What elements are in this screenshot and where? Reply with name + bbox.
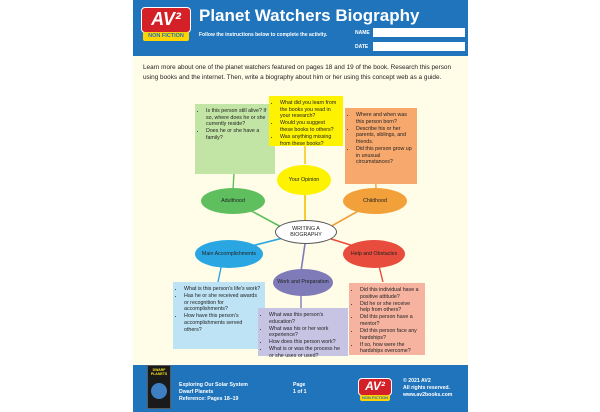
question: • Did this person grow up in unusual circumstances? (356, 146, 413, 166)
oval-help-and-obstacles: Help and Obstacles (343, 240, 405, 268)
series-name: Exploring Our Solar System (179, 382, 248, 388)
oval-work-and-preparation: Work and Preparation (273, 269, 333, 296)
question: • Was anything missing from these books? (280, 134, 339, 147)
question: • What is or was the process he or she uses or used? (269, 346, 344, 359)
question: • Did he or she receive help from others? (360, 301, 421, 314)
logo-main: AV² (141, 7, 191, 33)
oval-your-opinion: Your Opinion (277, 165, 331, 195)
oval-main-accomplishments: Main Accomplishments (195, 240, 263, 268)
page-label: Page (293, 382, 306, 388)
question: • What is this person's life's work? (184, 286, 261, 293)
footer-logo-sub: NON FICTION (362, 395, 388, 400)
question: • If so, how were the hardships overcome? (360, 342, 421, 355)
question: • What was this person's education? (269, 312, 344, 325)
box-obstacles-questions (349, 283, 425, 355)
copyright-text: © 2021 AV2 (403, 378, 431, 384)
question: • Describe his or her parents, siblings, and friends. (356, 126, 413, 146)
footer-logo-main: AV² (358, 378, 392, 396)
oval-childhood: Childhood (343, 188, 407, 214)
question: • Does he or she have a family? (206, 128, 271, 141)
box-opinion-questions (269, 96, 343, 146)
question: • What was his or her work experience? (269, 326, 344, 339)
page-title: Planet Watchers Biography (199, 6, 420, 25)
planet-icon (151, 383, 167, 399)
oval-adulthood: Adulthood (201, 188, 265, 214)
box-adulthood-questions (195, 104, 275, 174)
website-link[interactable]: www.av2books.com (403, 392, 453, 398)
book-cover-thumbnail (147, 365, 171, 409)
question: • Did this person face any hardships? (360, 328, 421, 341)
book-cover-title: DWARF PLANETS (150, 368, 168, 376)
page-number: 1 of 1 (293, 389, 307, 395)
question: • Where and when was this person born? (356, 112, 413, 125)
footer-bar (133, 365, 468, 412)
question: • Did this person have a mentor? (360, 314, 421, 327)
instructions-text: Follow the instructions below to complete the activity. (199, 32, 328, 38)
reference-pages: Reference: Pages 18–19 (179, 396, 239, 402)
box-accomplishments-questions (173, 282, 265, 349)
oval-writing-a-biography: WRITING A BIOGRAPHY (275, 220, 337, 244)
line-work (301, 244, 305, 271)
intro-paragraph: Learn more about one of the planet watchers featured on pages 18 and 19 of the book. Research this person using books and the internet. Then, write a biography about him or her using this concept web as a guide. (143, 64, 452, 81)
question: • How does this person work? (269, 339, 344, 346)
name-label: NAME (355, 30, 370, 36)
rights-text: All rights reserved. (403, 385, 450, 391)
question: • Has he or she received awards or recognition for accomplishments? (184, 293, 261, 313)
box-work-questions (258, 308, 348, 360)
question: • Did this individual have a positive attitude? (360, 287, 421, 300)
question: • How have this person's accomplishments served others? (184, 313, 261, 333)
question: • What did you learn from the books you read in your research? (280, 100, 339, 120)
box-childhood-questions (345, 108, 417, 184)
question: • Would you suggest these books to others? (280, 120, 339, 133)
logo-sub: NON FICTION (143, 32, 189, 41)
book-name: Dwarf Planets (179, 389, 214, 395)
footer-av2-logo (358, 378, 392, 400)
question: • Is this person still alive? If so, where does he or she currently reside? (206, 108, 271, 128)
date-label: DATE (355, 44, 369, 50)
worksheet-page (133, 0, 468, 412)
